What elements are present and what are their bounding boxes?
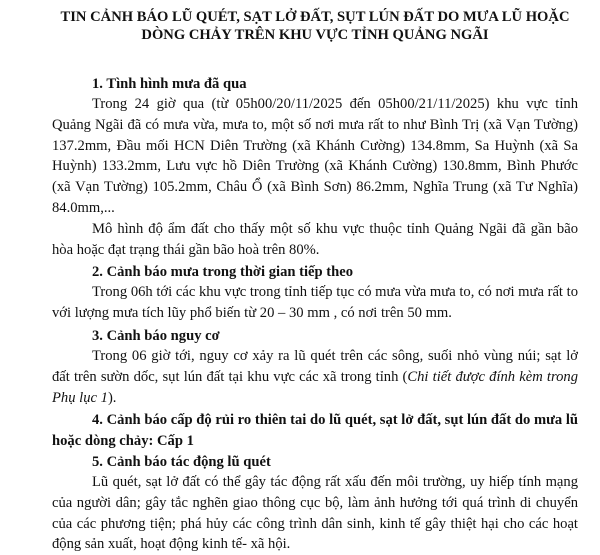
section-4-heading: 4. Cảnh báo cấp độ rủi ro thiên tai do lũ quét, sạt lở đất, sụt lún đất do mưa lũ hoặc dòng chảy: Cấp 1: [52, 412, 578, 450]
appendix-reference: Chi tiết được đính kèm trong Phụ lục 1: [52, 368, 579, 406]
section-1-heading: 1. Tình hình mưa đã qua: [92, 76, 247, 92]
section-1-paragraph-1: Trong 24 giờ qua (từ 05h00/20/11/2025 đến 05h00/21/11/2025) khu vực tỉnh Quảng Ngãi đã có mưa vừa, mưa to, một số nơi mưa rất to như Bình Trị (xã Vạn Tường) 137.2mm, Đầu mối HCN Diên Trường (xã Khánh Cường) 134.8mm, Sa Huỳnh (xã Sa Huỳnh) 133.2mm, Lưu vực hồ Diên Trường (xã Khánh Cường) 130.8mm, Bình Phước (xã Vạn Tường) 105.2mm, Châu Ổ (xã Bình Sơn) 86.2mm, Nghĩa Trung (xã Tư Nghĩa) 84.0mm,...: [52, 96, 578, 216]
section-5-heading: 5. Cảnh báo tác động lũ quét: [92, 453, 271, 470]
section-3-paragraph-1: [52, 346, 578, 408]
section-3-heading: 3. Cảnh báo nguy cơ: [92, 327, 220, 344]
section-1-paragraph-2: Mô hình độ ẩm đất cho thấy một số khu vực thuộc tỉnh Quảng Ngãi đã gần bão hòa hoặc đạt trạng thái gần bão hoà trên 80%.: [52, 220, 578, 258]
section-2-heading: 2. Cảnh báo mưa trong thời gian tiếp theo: [92, 264, 354, 281]
title-line-1: TIN CẢNH BÁO LŨ QUÉT, SẠT LỞ ĐẤT, SỤT LÚN ĐẤT DO MƯA LŨ HOẶC: [60, 9, 570, 25]
title-line-2: DÒNG CHẢY TRÊN KHU VỰC TỈNH QUẢNG NGÃI: [141, 27, 489, 43]
document-title: [52, 8, 578, 44]
section-2-paragraph-1: Trong 06h tới các khu vực trong tỉnh tiếp tục có mưa vừa mưa to, có nơi mưa rất to với lượng mưa tích lũy phổ biến từ 20 – 30 mm , có nơi trên 50 mm.: [52, 284, 578, 322]
section-5-paragraph-1: Lũ quét, sạt lở đất có thể gây tác động rất xấu đến môi trường, uy hiếp tính mạng của người dân; gây tắc nghẽn giao thông cục bộ, làm ảnh hưởng tới quá trình di chuyển của các phương tiện; phá hủy các công trình dân sinh, kinh tế gây thiệt hại cho các hoạt động sản xuất, hoạt động kinh tế- xã hội.: [52, 473, 578, 553]
section-3-text: Trong 06 giờ tới, nguy cơ xảy ra lũ quét trên các sông, suối nhỏ vùng núi; sạt lở đất trên sườn dốc, sụt lún đất tại khu vực các xã trong tỉnh (: [52, 347, 578, 385]
section-3-text-end: ).: [107, 389, 117, 406]
